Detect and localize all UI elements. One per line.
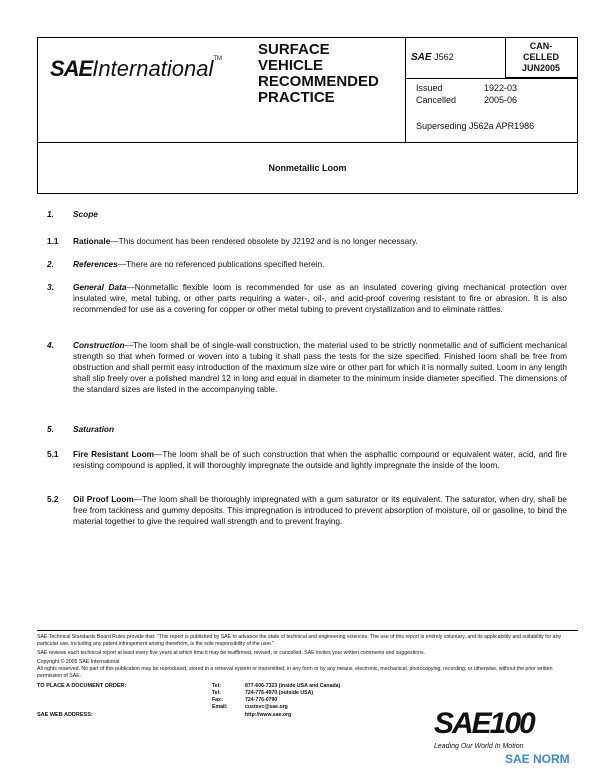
section-number: 4. [47, 340, 54, 350]
tel1-key: Tel: [212, 683, 221, 689]
header-status-cell [505, 38, 577, 78]
document-header [37, 37, 578, 143]
footer-rights: All rights reserved. No part of this publication may be reproduced, stored in a retrieval system or transmitted, in any form or by any means, electronic, mechanical, photocopying, recording, or otherwise, without the prior written permission of SAE. [37, 666, 553, 679]
footer-copyright: Copyright © 2005 SAE International [37, 659, 120, 665]
footer-rules: SAE Technical Standards Board Rules provide that: "This report is published by SAE to advance the state of technical and engineering sciences. The use of this report is entirely voluntary, and its applicability and suitability for any particular use, including any patent infringement arising therefrom, is the sole responsibility of the user." [37, 634, 562, 647]
section-text: —The loom shall be of single-wall construction, the material used to be strictly nonmetallic and of sufficient mechanical strength so that when formed or woven into a tubing it shall pass the tests for the size specified. Finished loom shall be free from obstruction and shall permit easy introduction of the maximum size wire or other part for which it is normally suited. Loom in any length shall slip freely over a polished mandrel 12 in long and equal in diameter to the minimum inside diameter specified. The dimensions of the standard sizes are listed in the accompanying table. [73, 340, 567, 394]
tel1-value: 877-606-7323 (inside USA and Canada) [245, 683, 341, 689]
email-key: Email: [212, 704, 228, 710]
section-number: 1.1 [47, 236, 59, 246]
section-number: 1. [47, 209, 54, 219]
logo-sae: SAE [50, 56, 93, 81]
fax-value: 724-776-0790 [245, 697, 278, 703]
footer-review: SAE reviews each technical report at least every five years at which time it may be reaffirmed, revised, or cancelled. SAE invites your written comments and suggestions. [37, 650, 425, 656]
cancelled-value: 2005-06 [484, 95, 518, 105]
issued-label: Issued [416, 83, 443, 93]
sae-norm-watermark: SAE NORM [505, 752, 570, 766]
section-text: —There are no referenced publications specified herein. [117, 259, 325, 269]
status-badge: CAN- CELLED JUN2005 [521, 41, 561, 73]
section-heading: Construction [73, 340, 125, 350]
header-divider [405, 78, 578, 79]
document-type: SURFACE VEHICLE RECOMMENDED PRACTICE [258, 41, 379, 106]
cancelled-row [416, 95, 518, 105]
tel2-value: 724-776-4970 (outside USA) [245, 690, 314, 696]
document-number [411, 52, 454, 63]
section-heading: Fire Resistant Loom [73, 449, 155, 459]
tel2-key: Tel: [212, 690, 221, 696]
sae100-logo [434, 707, 578, 750]
section-heading: General Data [73, 282, 127, 292]
section-text: —This document has been rendered obsolete by J2192 and is no longer necessary. [110, 236, 418, 246]
doc-number: J562 [434, 52, 454, 62]
section-heading: References [73, 259, 118, 269]
section-number: 2. [47, 259, 54, 269]
cancelled-label: Cancelled [416, 95, 457, 105]
section-number: 3. [47, 282, 54, 292]
section-number: 5.1 [47, 449, 59, 459]
section-text: —The loom shall be thoroughly impregnated with a gum saturator or its equivalent. The saturator, when dry, shall be free from tackiness and gummy deposits. This impregnation is introduced to prevent absorption of moisture, oil or gasoline, to bind the material together to give the required wall strength and to prevent fraying. [73, 494, 567, 526]
header-left [38, 38, 406, 142]
logo-international: International [92, 56, 214, 81]
document-footer [37, 630, 578, 718]
superseding-note: Superseding J562a APR1986 [416, 121, 535, 131]
email-value[interactable]: custsvc@sae.org [245, 704, 288, 710]
section-heading: Rationale [73, 236, 111, 246]
logo-tm: TM [213, 56, 223, 62]
fax-key: Fax: [212, 697, 223, 703]
section-text: —The loom shall be of such construction that when the asphaltic compound or equivalent water, acid, and fire resisting compound is applied, it will thoroughly impregnate the outside and lightly impregnate the inside of the loom. [73, 449, 567, 470]
sae-logo [50, 56, 222, 82]
issued-row [416, 83, 518, 93]
section-number: 5. [47, 424, 54, 434]
section-heading: Saturation [73, 424, 115, 434]
web-label: SAE WEB ADDRESS: [37, 712, 93, 718]
section-heading: Oil Proof Loom [73, 494, 134, 504]
sae100-wordmark: SAE100 [434, 707, 534, 740]
web-address-link[interactable]: http://www.sae.org [245, 712, 292, 718]
section-text: —Nonmetallic flexible loom is recommended for use as an insulated covering giving mechanical protection over insulated wire, metal tubing, or other parts requiring a water-, oil-, and acid-proof covering resistant to fire or abrasion. It is also recommended for use as a covering for copper or other metal tubing to prevent crystallization and to eliminate rattles. [73, 282, 567, 314]
issued-value: 1922-03 [484, 83, 518, 93]
sae100-slogan: Leading Our World In Motion [434, 743, 524, 750]
order-label: TO PLACE A DOCUMENT ORDER: [37, 683, 127, 689]
section-number: 5.2 [47, 494, 59, 504]
doc-prefix: SAE [411, 52, 432, 63]
document-title: Nonmetallic Loom [37, 143, 578, 194]
section-heading: Scope [73, 209, 98, 219]
